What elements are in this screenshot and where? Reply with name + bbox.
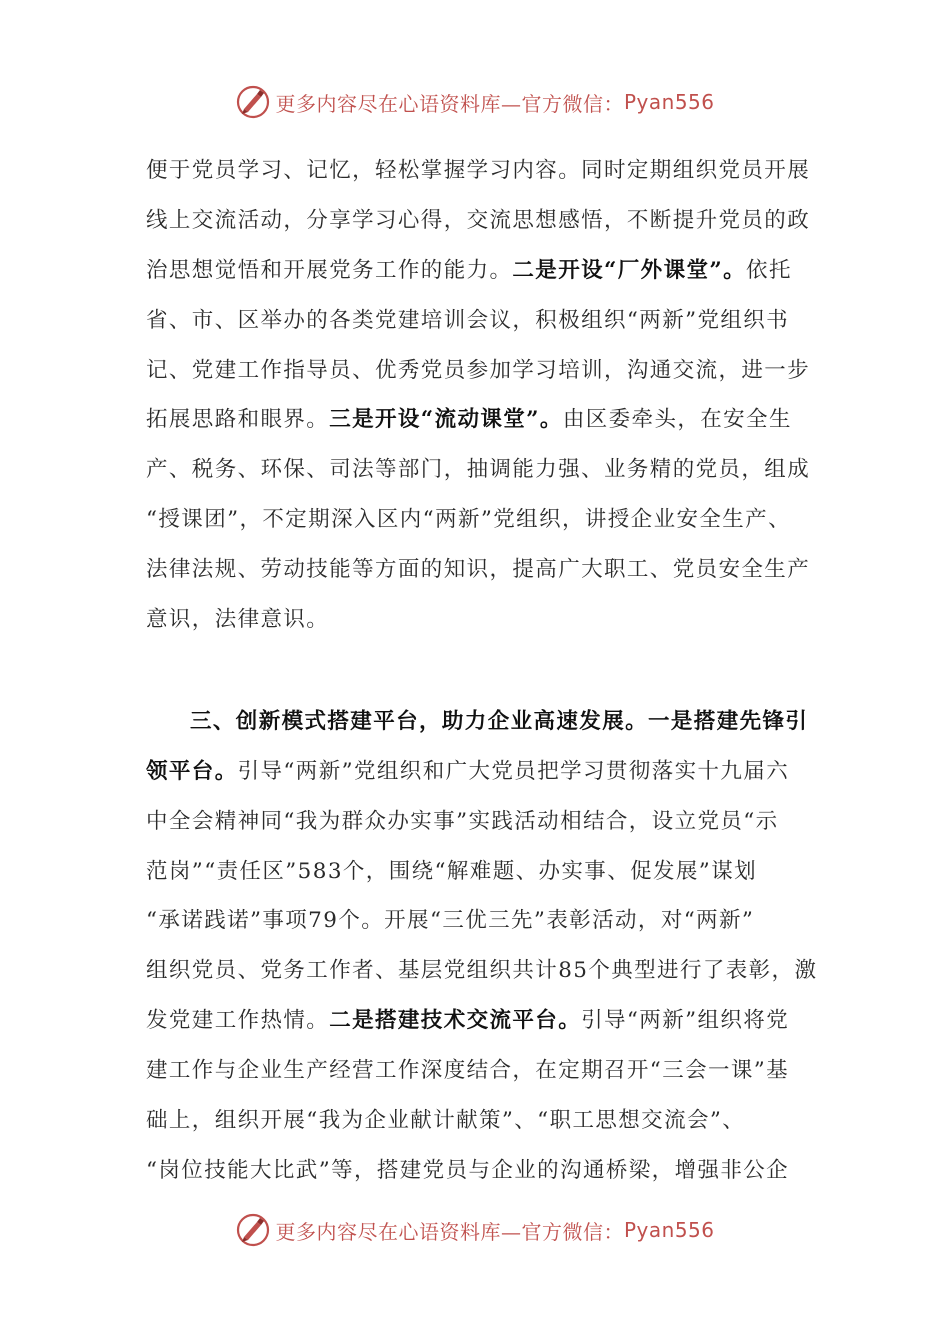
- section-heading: 三、创新模式搭建平台，助力企业高速发展。一是搭建先锋引: [190, 708, 809, 734]
- text-line: [146, 697, 810, 747]
- text-line: 法律法规、劳动技能等方面的知识，提高广大职工、党员安全生产: [146, 557, 811, 583]
- text-line: “岗位技能大比武”等，搭建党员与企业的沟通桥梁，增强非公企: [146, 1157, 790, 1183]
- pen-seal-icon: [235, 1212, 271, 1248]
- paragraph-1: [146, 146, 810, 645]
- text-line: 线上交流活动，分享学习心得，交流思想感悟，不断提升党员的政: [146, 207, 811, 233]
- text-line: 组织党员、党务工作者、基层党组织共计85个典型进行了表彰，激: [146, 958, 818, 984]
- text-line: 础上，组织开展“我为企业献计献策”、“职工思想交流会”、: [146, 1108, 746, 1134]
- bold-heading: 三是开设“流动课堂”。: [329, 407, 563, 433]
- pen-seal-icon: [235, 84, 271, 120]
- bold-heading: 领平台。: [146, 758, 238, 784]
- text-line: 意识，法律意识。: [146, 607, 330, 633]
- text-line: 范岗”“责任区”583个，围绕“解难题、办实事、促发展”谋划: [146, 858, 757, 884]
- text-line: 便于党员学习、记忆，轻松掌握学习内容。同时定期组织党员开展: [146, 158, 811, 183]
- text-line: 治思想觉悟和开展党务工作的能力。二是开设“厂外课堂”。依托: [146, 257, 792, 283]
- text-line: 建工作与企业生产经营工作深度结合，在定期召开“三会一课”基: [146, 1058, 790, 1084]
- watermark-banner-bottom: [0, 1210, 950, 1250]
- watermark-text: 更多内容尽在心语资料库—官方微信：: [275, 91, 624, 116]
- watermark-wechat-id: Pyan556: [623, 1218, 715, 1242]
- watermark-wechat-id: Pyan556: [623, 90, 715, 114]
- document-body: [146, 146, 818, 1196]
- text-line: 省、市、区举办的各类党建培训会议，积极组织“两新”党组织书: [146, 307, 790, 333]
- bold-heading: 二是搭建技术交流平台。: [329, 1008, 582, 1034]
- bold-heading: 二是开设“厂外课堂”。: [512, 257, 747, 283]
- text-line: 产、税务、环保、司法等部门，抽调能力强、业务精的党员，组成: [146, 457, 811, 483]
- text-line: “授课团”，不定期深入区内“两新”党组织，讲授企业安全生产、: [146, 507, 791, 533]
- text-line: 记、党建工作指导员、优秀党员参加学习培训，沟通交流，进一步: [146, 357, 811, 383]
- text-line: 中全会精神同“我为群众办实事”实践活动相结合，设立党员“示: [146, 808, 779, 834]
- watermark-text: 更多内容尽在心语资料库—官方微信：: [275, 1219, 624, 1244]
- paragraph-2: [146, 697, 818, 1196]
- watermark-banner-top: [0, 82, 950, 122]
- text-line: 拓展思路和眼界。三是开设“流动课堂”。由区委牵头，在安全生: [146, 407, 792, 433]
- paragraph-spacer: [146, 645, 810, 697]
- text-line: 发党建工作热情。二是搭建技术交流平台。引导“两新”组织将党: [146, 1008, 790, 1034]
- text-line: 领平台。引导“两新”党组织和广大党员把学习贯彻落实十九届六: [146, 758, 790, 784]
- text-line: “承诺践诺”事项79个。开展“三优三先”表彰活动，对“两新”: [146, 908, 755, 934]
